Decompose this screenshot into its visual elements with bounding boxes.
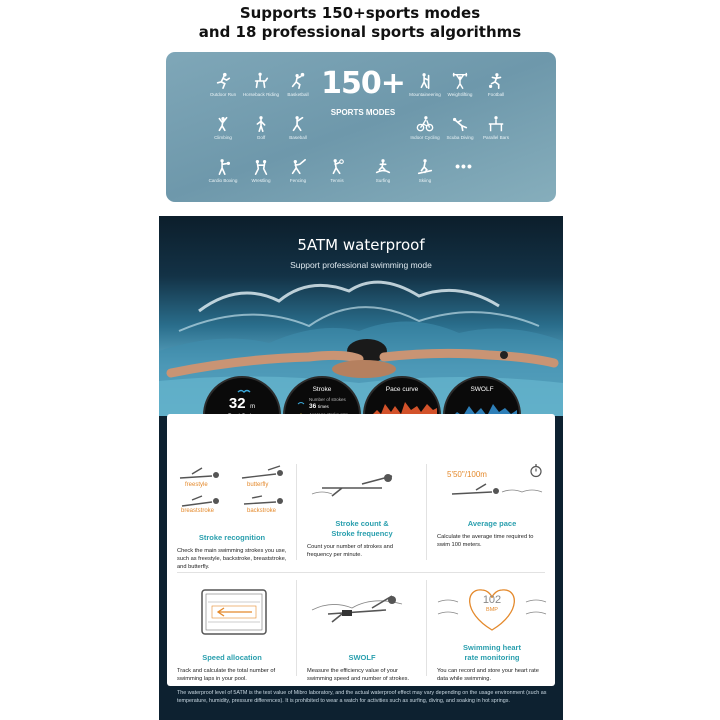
sport-label: Basketball bbox=[287, 92, 309, 97]
feature-description: Track and calculate the total number of swimming laps in your pool. bbox=[177, 668, 276, 682]
parallel-bars-icon bbox=[487, 115, 505, 133]
swim-distance: 32 bbox=[228, 395, 246, 412]
sport-label: Surfing bbox=[375, 178, 391, 183]
swim-subtitle: Support professional swimming mode bbox=[290, 260, 432, 270]
sport-label: Weightlifting bbox=[447, 92, 473, 97]
feature-title: Average pace bbox=[467, 519, 517, 528]
sports-count: 150+ bbox=[321, 66, 405, 101]
feature-description: Count your number of strokes and frequency per minute. bbox=[307, 544, 393, 558]
sport-football bbox=[469, 72, 523, 97]
sport-label: Indoor Cycling bbox=[410, 135, 440, 140]
boxing-icon bbox=[214, 158, 232, 176]
feature-title: Stroke count & bbox=[335, 519, 389, 528]
feature-speed-allocation bbox=[169, 580, 295, 683]
swim-section bbox=[159, 216, 563, 720]
stroke-count-label: Number of strokes bbox=[309, 397, 346, 402]
wrestling-icon bbox=[252, 158, 270, 176]
feature-swolf bbox=[299, 580, 425, 683]
skiing-icon bbox=[416, 158, 434, 176]
fencing-icon bbox=[289, 158, 307, 176]
sport-parallel-bars bbox=[469, 115, 523, 140]
scuba-diving-icon bbox=[451, 115, 469, 133]
stopwatch-icon bbox=[529, 464, 543, 478]
feature-stroke-count bbox=[299, 464, 425, 559]
sport-label: Scuba Diving bbox=[446, 135, 474, 140]
headline-line-1: Supports 150+sports modes bbox=[239, 4, 481, 22]
waterproof-footnote: The waterproof level of 5ATM is the test value of Mibro laboratory, and the actual waterproof effect may vary depending on the usage environment (such as temperature, humidity, pressure differences). It is prohibited to wear a watch for activities such as surfing, diving, and soaking in hot springs. bbox=[177, 690, 547, 704]
pool-lane-illustration bbox=[172, 580, 292, 644]
watch-title: Stroke bbox=[312, 386, 332, 393]
feature-heart-rate bbox=[429, 580, 555, 683]
heart-rate-unit: BMP bbox=[486, 607, 498, 613]
climbing-icon bbox=[214, 115, 232, 133]
horse-riding-icon bbox=[252, 72, 270, 90]
heart-rate-value: 102 bbox=[482, 594, 502, 606]
sports-modes-caption: SPORTS MODES bbox=[330, 108, 396, 117]
feature-title-2: Stroke frequency bbox=[331, 529, 393, 538]
sport-skiing bbox=[398, 158, 452, 183]
stroke-backstroke: backstroke bbox=[247, 508, 277, 514]
sport-label: Parallel Bars bbox=[482, 135, 510, 140]
sport-label: Wrestling bbox=[251, 178, 271, 183]
sport-label: Football bbox=[487, 92, 505, 97]
sport-label: Outdoor Run bbox=[209, 92, 237, 97]
feature-title: Speed allocation bbox=[202, 653, 262, 662]
tennis-icon bbox=[328, 158, 346, 176]
sports-modes-panel bbox=[166, 52, 556, 202]
sport-label: Skiing bbox=[418, 178, 432, 183]
stroke-count-unit: times bbox=[318, 404, 329, 409]
pace-value: 5'50"/100m bbox=[447, 470, 487, 479]
more-sports-icon: ••• bbox=[455, 158, 473, 174]
feature-description: You can record and store your heart rate data while swimming. bbox=[437, 668, 539, 682]
basketball-icon bbox=[289, 72, 307, 90]
sport-label: Climbing bbox=[214, 135, 232, 140]
golf-icon bbox=[252, 115, 270, 133]
swolf-swimmer-illustration bbox=[302, 580, 422, 644]
cycling-icon bbox=[416, 115, 434, 133]
feature-description: Measure the efficiency value of your swimming speed and number of strokes. bbox=[307, 668, 410, 682]
feature-stroke-recognition bbox=[169, 464, 295, 571]
feature-average-pace bbox=[429, 464, 555, 549]
running-icon bbox=[214, 72, 232, 90]
football-icon bbox=[487, 72, 505, 90]
feature-description: Calculate the average time required to swim 100 meters. bbox=[437, 534, 534, 548]
headline-line-2: and 18 professional sports algorithms bbox=[198, 23, 522, 41]
watch-title: Pace curve bbox=[385, 386, 419, 393]
feature-grid bbox=[167, 414, 555, 686]
sport-label: Mountaineering bbox=[409, 92, 441, 97]
feature-title-2: rate monitoring bbox=[464, 653, 520, 662]
stroke-count-illustration bbox=[302, 464, 422, 508]
stroke-breaststroke: breaststroke bbox=[181, 508, 215, 514]
mountaineering-icon bbox=[416, 72, 434, 90]
sport-label: Horseback Riding bbox=[242, 92, 280, 97]
stroke-butterfly: butterfly bbox=[247, 482, 269, 488]
surfing-icon bbox=[374, 158, 392, 176]
feature-title: Swimming heart bbox=[463, 643, 521, 652]
weightlifting-icon bbox=[451, 72, 469, 90]
sport-basketball bbox=[271, 72, 325, 97]
stroke-count: 36 bbox=[309, 403, 317, 410]
headline bbox=[0, 4, 720, 42]
swim-distance-unit: m bbox=[250, 404, 256, 410]
feature-title: SWOLF bbox=[348, 653, 376, 662]
sport-label: Golf bbox=[256, 135, 266, 140]
sport-label: Fencing bbox=[289, 178, 307, 183]
sport-baseball bbox=[271, 115, 325, 140]
stroke-freestyle: freestyle bbox=[185, 482, 208, 488]
feature-title: Stroke recognition bbox=[198, 533, 266, 542]
sport-label: Cardio Boxing bbox=[208, 178, 238, 183]
feature-description: Check the main swimming strokes you use, such as freestyle, backstroke, breaststroke, and butterfly. bbox=[177, 548, 287, 570]
swim-icon bbox=[237, 386, 251, 394]
watch-title: SWOLF bbox=[470, 386, 494, 393]
swim-title: 5ATM waterproof bbox=[297, 236, 425, 254]
sport-label: Tennis bbox=[330, 178, 344, 183]
sport-label: Baseball bbox=[289, 135, 307, 140]
baseball-icon bbox=[289, 115, 307, 133]
